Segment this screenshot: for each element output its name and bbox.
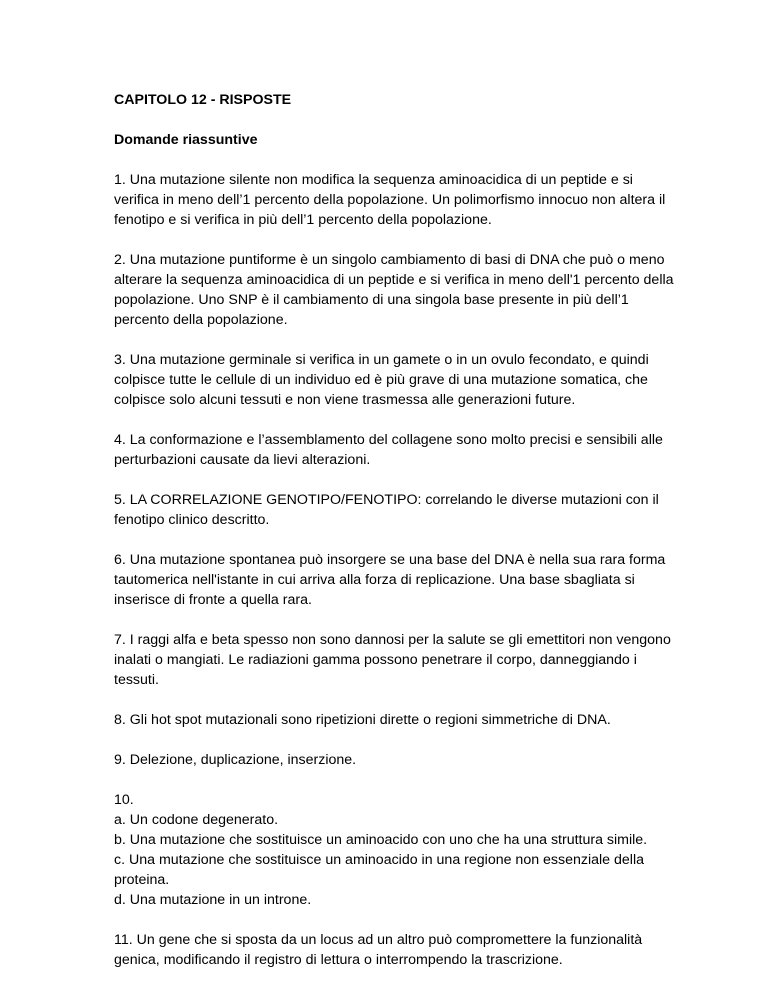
answer-text: 11. Un gene che si sposta da un locus ad un altro può compromettere la funzionalità genica, modificando il registro di lettura o interrompendo la trascrizione. [114, 932, 643, 968]
answer-text: 3. Una mutazione germinale si verifica in un gamete o in un ovulo fecondato, e quindi colpisce tutte le cellule di un individuo ed è più grave di una mutazione somatica, che colpisce solo alcuni tessuti e non viene trasmessa alle generazioni future. [114, 352, 649, 408]
answer-text: 2. Una mutazione puntiforme è un singolo cambiamento di basi di DNA che può o meno alterare la sequenza aminoacidica di un peptide e si verifica in meno dell'1 percento della popolazione. Uno SNP è il cambiamento di una singola base presente in più dell’1 percento della popolazione. [114, 252, 674, 328]
answer-text: 8. Gli hot spot mutazionali sono ripetizioni dirette o regioni simmetriche di DNA. [114, 712, 611, 728]
answer-text: 4. La conformazione e l’assemblamento del collagene sono molto precisi e sensibili alle perturbazioni causate da lievi alterazioni. [114, 432, 663, 468]
answer-8 [114, 710, 674, 730]
page-title: CAPITOLO 12 - RISPOSTE [114, 92, 292, 108]
answer-text: 1. Una mutazione silente non modifica la sequenza aminoacidica di un peptide e si verifica in meno dell’1 percento della popolazione. Un polimorfismo innocuo non altera il fenotipo e si verifica in più dell’1 percento della popolazione. [114, 172, 666, 228]
answer-3 [114, 350, 674, 410]
answer-6 [114, 550, 674, 610]
answer-10-item-a: a. Un codone degenerato. [114, 812, 279, 828]
document-page [114, 90, 674, 990]
answer-7 [114, 630, 674, 690]
answer-10 [114, 790, 674, 910]
answer-11 [114, 930, 674, 970]
answer-5 [114, 490, 674, 530]
answer-10-item-d: d. Una mutazione in un introne. [114, 892, 312, 908]
section-subtitle: Domande riassuntive [114, 132, 258, 148]
answer-4 [114, 430, 674, 470]
answer-10-item-c: c. Una mutazione che sostituisce un aminoacido in una regione non essenziale della proteina. [114, 852, 644, 888]
answer-text: 9. Delezione, duplicazione, inserzione. [114, 752, 357, 768]
answer-9 [114, 750, 674, 770]
answer-1 [114, 170, 674, 230]
answer-text: 6. Una mutazione spontanea può insorgere se una base del DNA è nella sua rara forma tautomerica nell'istante in cui arriva alla forza di replicazione. Una base sbagliata si inserisce di fronte a quella rara. [114, 552, 666, 608]
answer-text: 7. I raggi alfa e beta spesso non sono dannosi per la salute se gli emettitori non vengono inalati o mangiati. Le radiazioni gamma possono penetrare il corpo, danneggiando i tessuti. [114, 632, 671, 688]
answer-text: 5. LA CORRELAZIONE GENOTIPO/FENOTIPO: correlando le diverse mutazioni con il fenotipo clinico descritto. [114, 492, 659, 528]
answer-number: 10. [114, 792, 134, 808]
answer-2 [114, 250, 674, 330]
answer-10-item-b: b. Una mutazione che sostituisce un aminoacido con uno che ha una struttura simile. [114, 832, 648, 848]
